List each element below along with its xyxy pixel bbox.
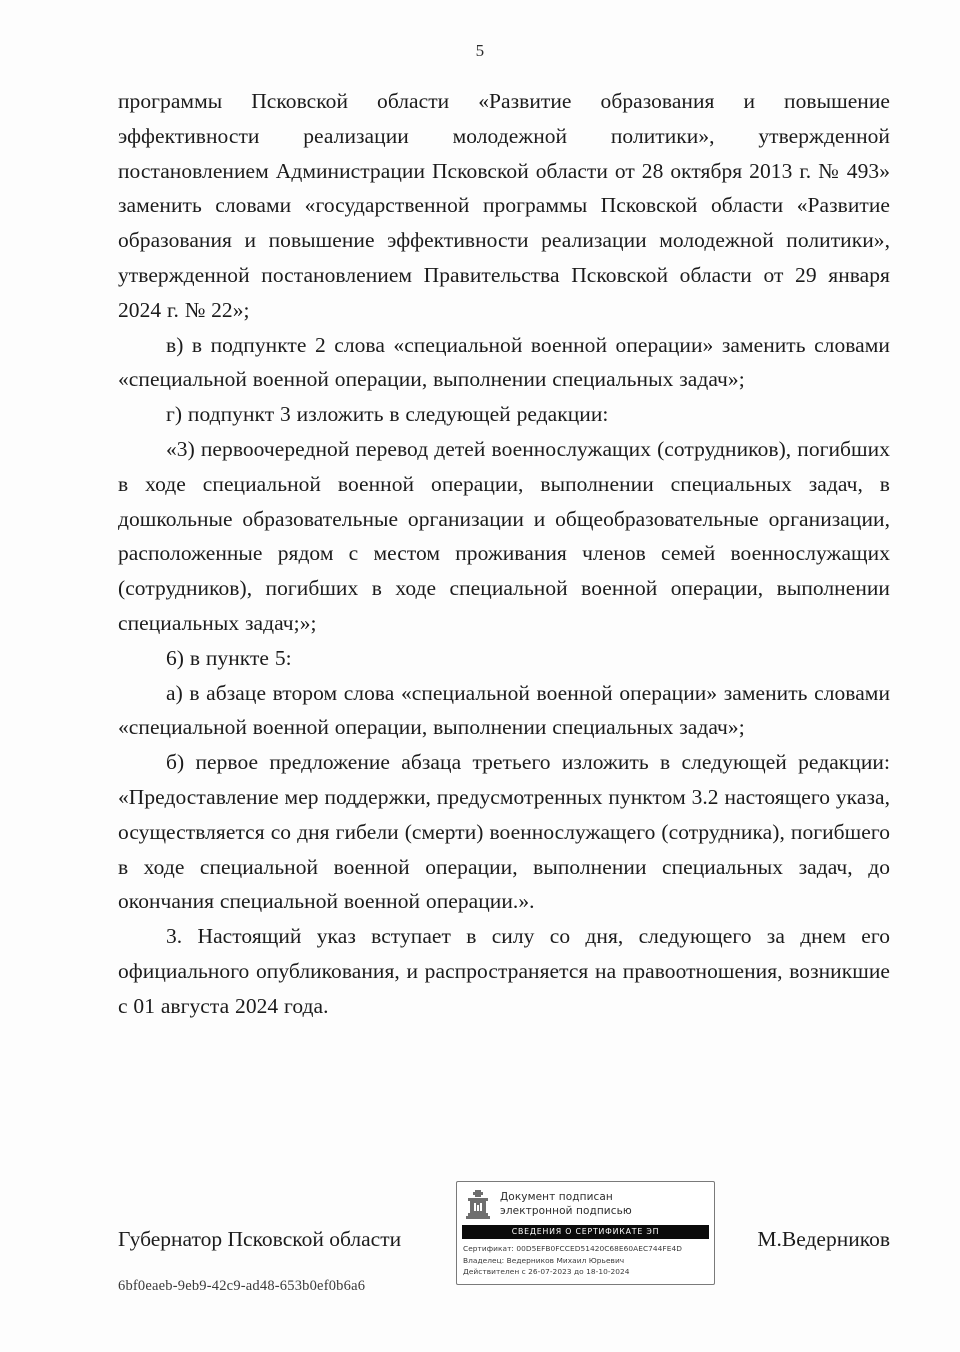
stamp-heading-text xyxy=(500,1191,632,1218)
signature-block xyxy=(118,1224,890,1270)
paragraph: б) первое предложение абзаца третьего изложить в следующей редакции: «Предоставление мер поддержки, предусмотренных пунктом 3.2 настоящего указа, осуществляется со дня гибели (смерти) военнослужащего (сотрудника), погибшего в ходе специальной военной операции, выполнении специальных задач, до окончания специальной военной операции.». xyxy=(118,750,890,914)
document-uuid: 6bf0eaeb-9eb9-42c9-ad48-653b0ef0b6a6 xyxy=(118,1278,366,1294)
document-body xyxy=(118,84,890,1024)
paragraph: 6) в пункте 5: xyxy=(166,645,292,670)
stamp-heading-line-1: Документ подписан xyxy=(500,1191,613,1203)
stamp-validity: Действителен с 26-07-2023 до 18-10-2024 xyxy=(463,1267,630,1277)
stamp-certificate: Сертификат: 00D5EFB0FCCED51420C68E60AEC744FE4D xyxy=(463,1244,682,1253)
stamp-header xyxy=(457,1182,714,1224)
paragraph: «3) первоочередной перевод детей военнослужащих (сотрудников), погибших в ходе специальной военной операции, выполнении специальных задач, в дошкольные образовательные организации и общеобразовательные организации, расположенные рядом с местом проживания членов семей военнослужащих (сотрудников), погибших в ходе специальной военной операции, выполнении специальных задач;»; xyxy=(118,436,890,635)
paragraph: программы Псковской области «Развитие образования и повышение эффективности реализации молодежной политики», утвержденной постановлением Администрации Псковской области от 28 октября 2013 г. № 493» заменить словами «государственной программы Псковской области «Развитие образования и повышение эффективности реализации молодежной политики», утвержденной постановлением Правительства Псковской области от 29 января 2024 г. № 22»; xyxy=(118,89,890,322)
stamp-banner: СВЕДЕНИЯ О СЕРТИФИКАТЕ ЭП xyxy=(462,1225,709,1239)
signatory-title: Губернатор Псковской области xyxy=(118,1227,402,1251)
paragraph: а) в абзаце втором слова «специальной военной операции» заменить словами «специальной военной операции, выполнении специальных задач»; xyxy=(118,680,890,740)
pskov-coat-of-arms-icon xyxy=(464,1189,492,1221)
stamp-heading-line-2: электронной подписью xyxy=(500,1204,632,1217)
stamp-owner: Владелец: Ведерников Михаил Юрьевич xyxy=(463,1255,625,1265)
page-number: 5 xyxy=(475,41,485,60)
paragraph: г) подпункт 3 изложить в следующей редакции: xyxy=(166,402,609,427)
paragraph: 3. Настоящий указ вступает в силу со дня, следующего за днем его официального опубликования, и распространяется на правоотношения, возникшие с 01 августа 2024 года. xyxy=(118,924,890,1018)
signatory-name: М.Ведерников xyxy=(757,1227,890,1251)
paragraph: в) в подпункте 2 слова «специальной военной операции» заменить словами «специальной военной операции, выполнении специальных задач»; xyxy=(118,332,890,392)
